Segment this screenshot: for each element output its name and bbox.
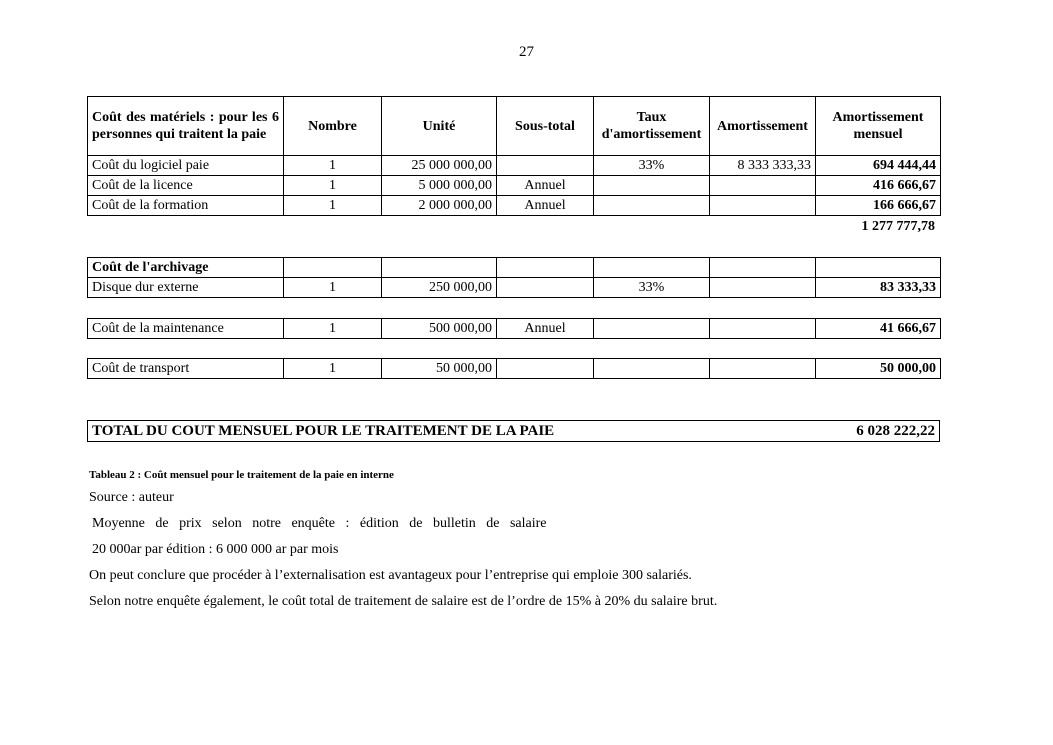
row-nombre: 1 (284, 176, 382, 196)
maintenance-cost-table (87, 318, 941, 339)
row-label: Coût de la maintenance (88, 319, 284, 339)
table-row (88, 156, 941, 176)
row-nombre: 1 (284, 319, 382, 339)
row-unite: 500 000,00 (382, 319, 497, 339)
empty-cell (284, 258, 382, 278)
empty-cell (816, 258, 941, 278)
row-amortissement (710, 319, 816, 339)
row-label: Coût de transport (88, 359, 284, 379)
total-table (87, 420, 940, 442)
row-sous-total: Annuel (497, 319, 594, 339)
price-per-edition-line: 20 000ar par édition : 6 000 000 ar par mois (92, 542, 339, 557)
row-sous-total (497, 359, 594, 379)
row-label: Disque dur externe (88, 278, 284, 298)
conclusion-paragraph: On peut conclure que procéder à l’externalisation est avantageux pour l’entreprise qui emploie 300 salariés. (89, 568, 692, 583)
empty-cell (710, 258, 816, 278)
row-taux (594, 319, 710, 339)
row-mensuel: 50 000,00 (816, 359, 941, 379)
average-price-line: Moyenne de prix selon notre enquête : édition de bulletin de salaire (92, 516, 547, 531)
header-nombre: Nombre (284, 97, 382, 156)
row-label: Coût de la licence (88, 176, 284, 196)
row-nombre: 1 (284, 359, 382, 379)
page-number: 27 (519, 44, 534, 60)
row-unite: 50 000,00 (382, 359, 497, 379)
transport-cost-table (87, 358, 941, 379)
row-label: Coût du logiciel paie (88, 156, 284, 176)
table-row (88, 196, 941, 216)
table-row (88, 176, 941, 196)
header-sous-total: Sous-total (497, 97, 594, 156)
row-mensuel: 166 666,67 (816, 196, 941, 216)
total-value: 6 028 222,22 (731, 421, 940, 442)
table-row (88, 278, 941, 298)
row-nombre: 1 (284, 156, 382, 176)
row-sous-total (497, 278, 594, 298)
row-nombre: 1 (284, 278, 382, 298)
row-taux (594, 359, 710, 379)
header-amortissement-mensuel: Amortissement mensuel (816, 97, 941, 156)
table-row (88, 258, 941, 278)
row-taux: 33% (594, 156, 710, 176)
row-sous-total: Annuel (497, 176, 594, 196)
row-mensuel: 416 666,67 (816, 176, 941, 196)
row-sous-total (497, 156, 594, 176)
row-amortissement (710, 176, 816, 196)
empty-cell (594, 258, 710, 278)
total-label: TOTAL DU COUT MENSUEL POUR LE TRAITEMENT DE LA PAIE (88, 421, 732, 442)
header-unite: Unité (382, 97, 497, 156)
archive-title: Coût de l'archivage (88, 258, 284, 278)
row-unite: 2 000 000,00 (382, 196, 497, 216)
table-header-row (88, 97, 941, 156)
empty-cell (497, 258, 594, 278)
header-taux: Taux d'amortissement (594, 97, 710, 156)
row-taux (594, 196, 710, 216)
row-amortissement (710, 196, 816, 216)
row-sous-total: Annuel (497, 196, 594, 216)
row-unite: 250 000,00 (382, 278, 497, 298)
materials-cost-table (87, 96, 941, 216)
row-label: Coût de la formation (88, 196, 284, 216)
table-row (88, 319, 941, 339)
row-taux (594, 176, 710, 196)
header-amortissement: Amortissement (710, 97, 816, 156)
row-mensuel: 83 333,33 (816, 278, 941, 298)
header-materials: Coût des matériels : pour les 6 personnes qui traitent la paie (88, 97, 284, 156)
row-unite: 5 000 000,00 (382, 176, 497, 196)
table-caption: Tableau 2 : Coût mensuel pour le traitement de la paie en interne (89, 469, 394, 481)
survey-paragraph: Selon notre enquête également, le coût total de traitement de salaire est de l’ordre de 15% à 20% du salaire brut. (89, 594, 718, 609)
row-unite: 25 000 000,00 (382, 156, 497, 176)
row-amortissement: 8 333 333,33 (710, 156, 816, 176)
materials-subtotal: 1 277 777,78 (861, 219, 935, 234)
total-row (88, 421, 940, 442)
row-taux: 33% (594, 278, 710, 298)
row-mensuel: 694 444,44 (816, 156, 941, 176)
row-amortissement (710, 359, 816, 379)
source-line: Source : auteur (89, 490, 174, 505)
archive-cost-table (87, 257, 941, 298)
empty-cell (382, 258, 497, 278)
row-nombre: 1 (284, 196, 382, 216)
row-amortissement (710, 278, 816, 298)
table-row (88, 359, 941, 379)
row-mensuel: 41 666,67 (816, 319, 941, 339)
